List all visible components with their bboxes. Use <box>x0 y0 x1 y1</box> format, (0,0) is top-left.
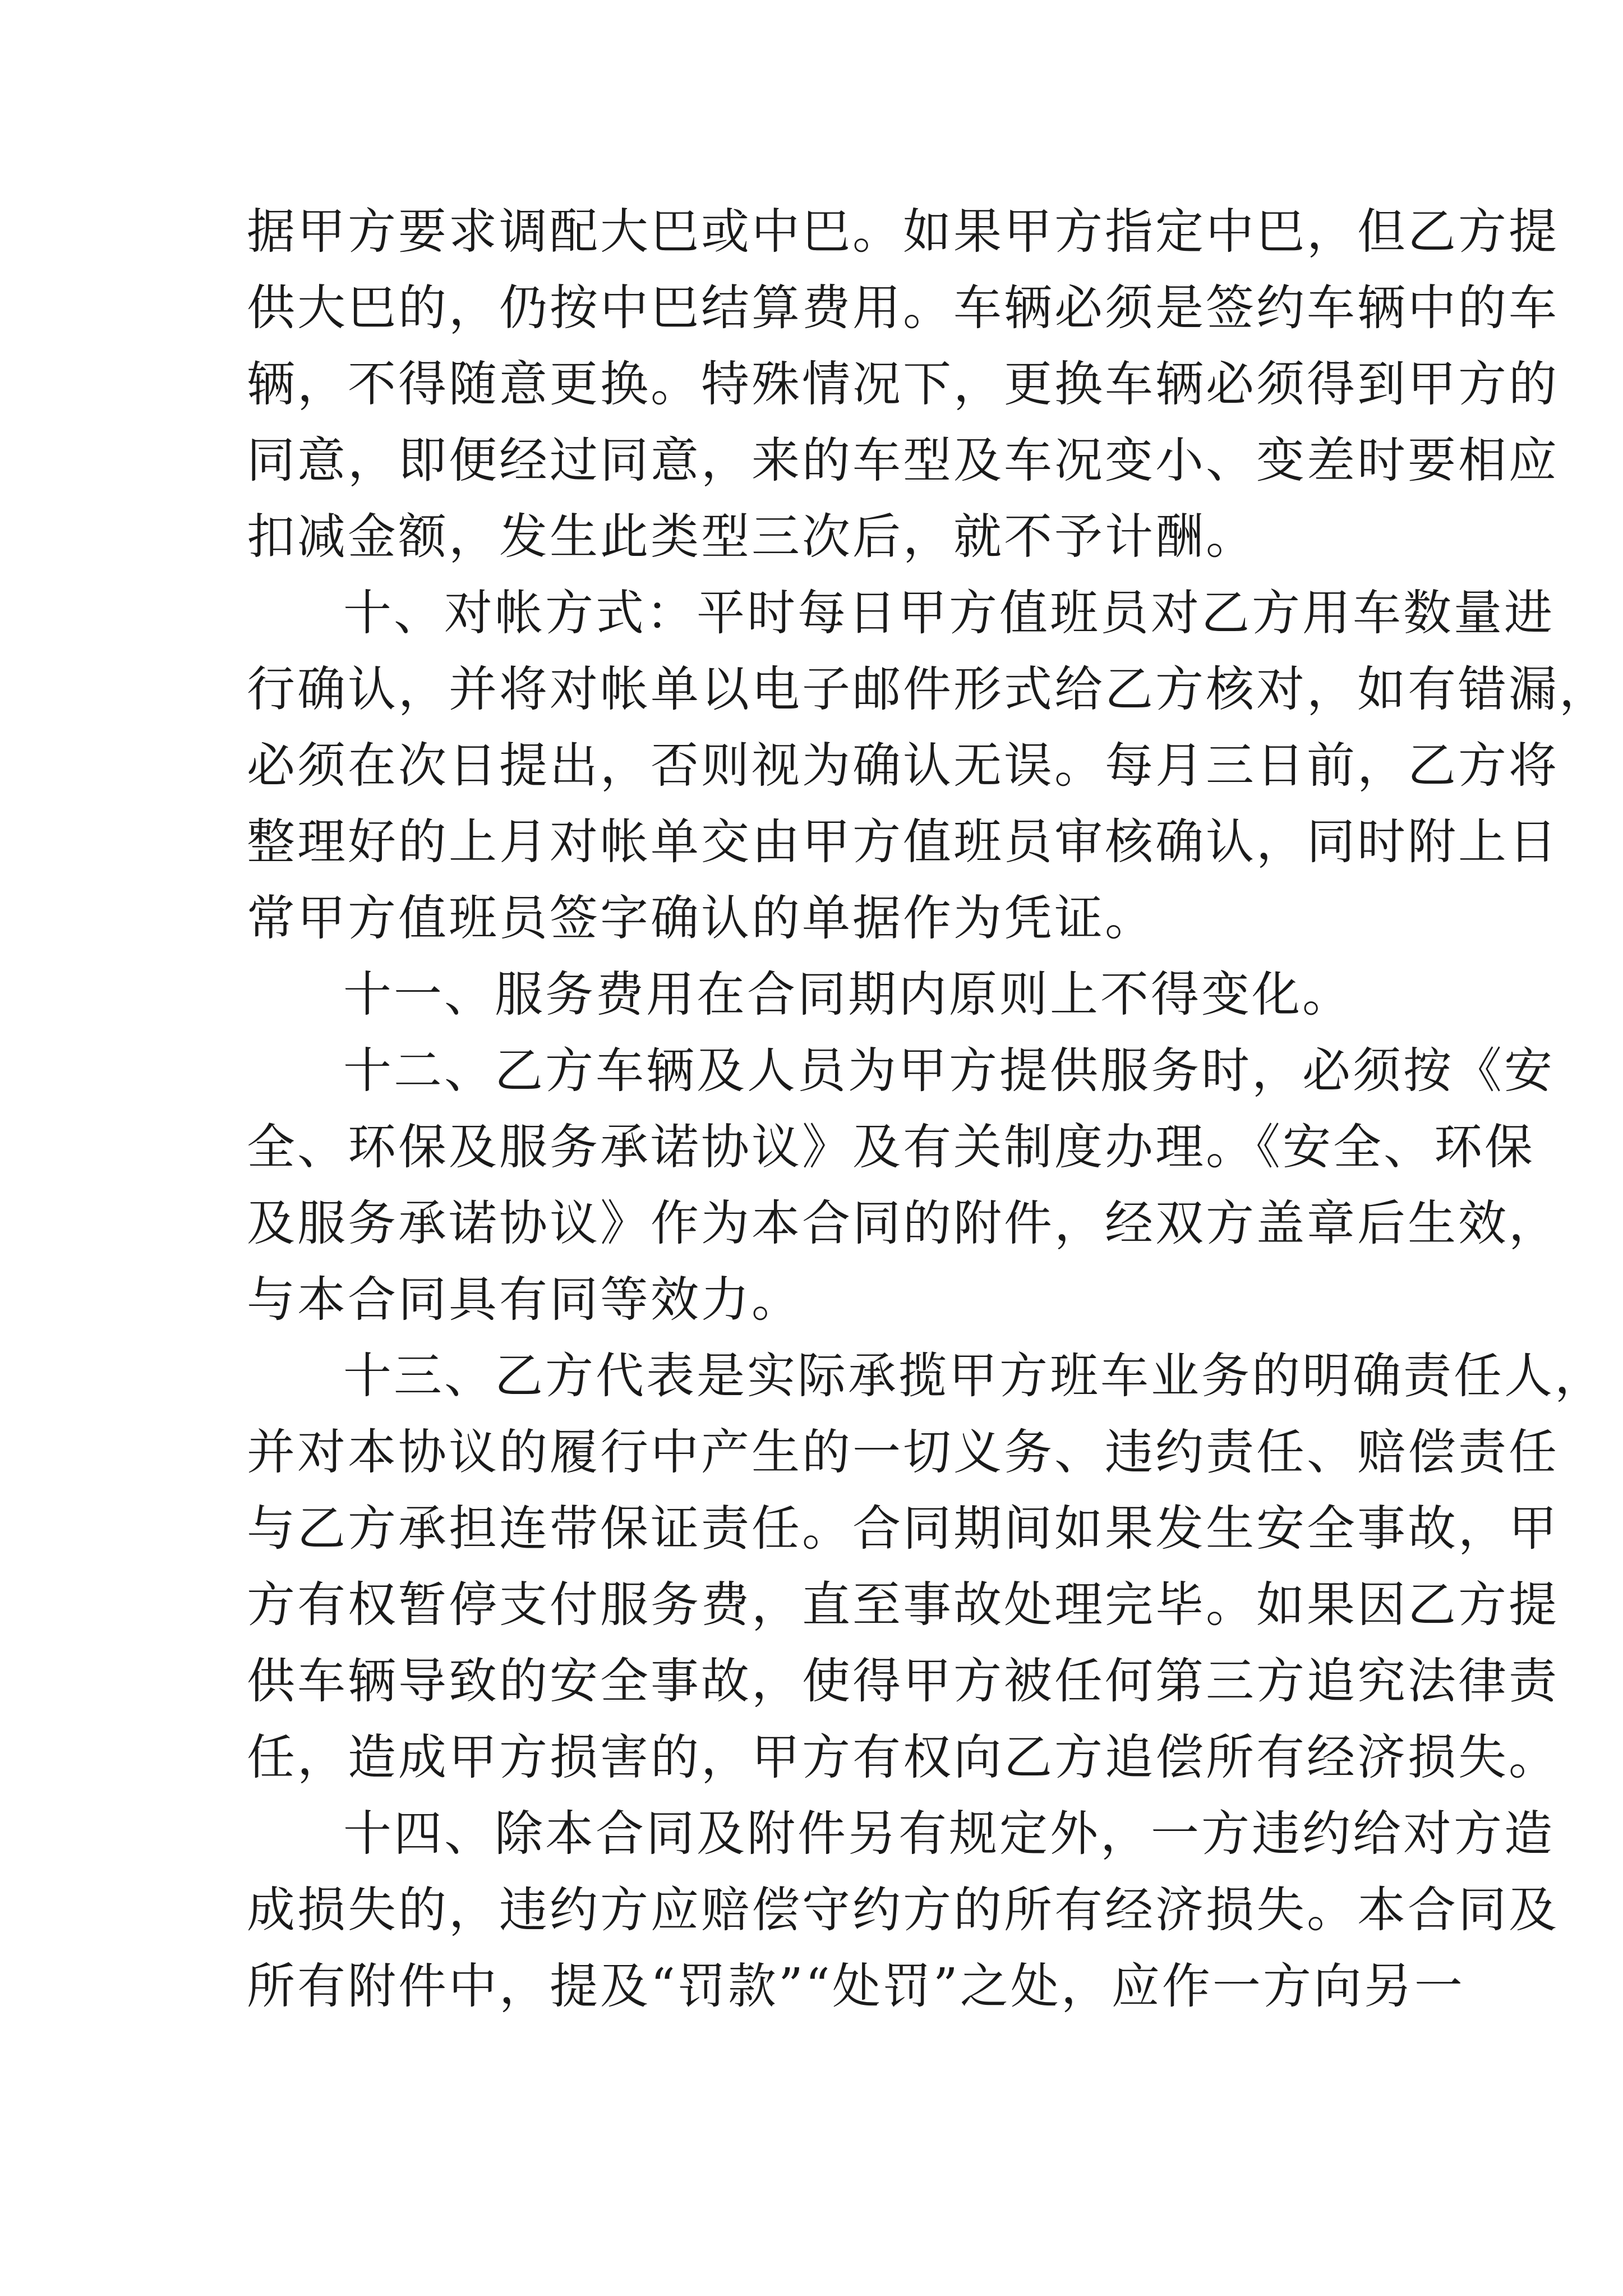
text-line: 任，造成甲方损害的，甲方有权向乙方追偿所有经济损失。 <box>247 1729 1559 1786</box>
text-line: 及服务承诺协议》作为本合同的附件，经双方盖章后生效， <box>247 1195 1559 1251</box>
document-body <box>247 194 1610 2024</box>
text-line: 必须在次日提出，否则视为确认无误。每月三日前，乙方将 <box>247 738 1559 794</box>
text-line: 所有附件中，提及“罚款”“处罚”之处，应作一方向另一 <box>247 1958 1465 2014</box>
text-line: 常甲方值班员签字确认的单据作为凭证。 <box>247 890 1155 946</box>
text-line: 供大巴的，仍按中巴结算费用。车辆必须是签约车辆中的车 <box>247 280 1559 336</box>
text-line: 同意，即便经过同意，来的车型及车况变小、变差时要相应 <box>247 432 1559 489</box>
text-line: 成损失的，违约方应赔偿守约方的所有经济损失。本合同及 <box>247 1882 1559 1938</box>
clause-12-start: 十二、乙方车辆及人员为甲方提供服务时，必须按《安 <box>343 1043 1555 1099</box>
text-line: 辆，不得随意更换。特殊情况下，更换车辆必须得到甲方的 <box>247 356 1559 412</box>
clause-13-start: 十三、乙方代表是实际承揽甲方班车业务的明确责任人， <box>343 1348 1605 1404</box>
text-line: 与乙方承担连带保证责任。合同期间如果发生安全事故，甲 <box>247 1501 1559 1557</box>
text-line: 全、环保及服务承诺协议》及有关制度办理。《安全、环保 <box>247 1119 1535 1175</box>
clause-10-start: 十、对帐方式：平时每日甲方值班员对乙方用车数量进 <box>343 585 1555 641</box>
text-line: 供车辆导致的安全事故，使得甲方被任何第三方追究法律责 <box>247 1653 1559 1709</box>
clause-14-start: 十四、除本合同及附件另有规定外，一方违约给对方造 <box>343 1806 1555 1862</box>
text-line: 并对本协议的履行中产生的一切义务、违约责任、赔偿责任 <box>247 1424 1559 1480</box>
text-line: 整理好的上月对帐单交由甲方值班员审核确认，同时附上日 <box>247 814 1559 870</box>
clause-11-start: 十一、服务费用在合同期内原则上不得变化。 <box>343 967 1353 1023</box>
text-line: 方有权暂停支付服务费，直至事故处理完毕。如果因乙方提 <box>247 1577 1559 1633</box>
text-line: 行确认，并将对帐单以电子邮件形式给乙方核对，如有错漏， <box>247 661 1610 717</box>
text-line: 扣减金额，发生此类型三次后，就不予计酬。 <box>247 509 1256 565</box>
text-line: 与本合同具有同等效力。 <box>247 1272 802 1328</box>
text-line: 据甲方要求调配大巴或中巴。如果甲方指定中巴，但乙方提 <box>247 204 1559 260</box>
